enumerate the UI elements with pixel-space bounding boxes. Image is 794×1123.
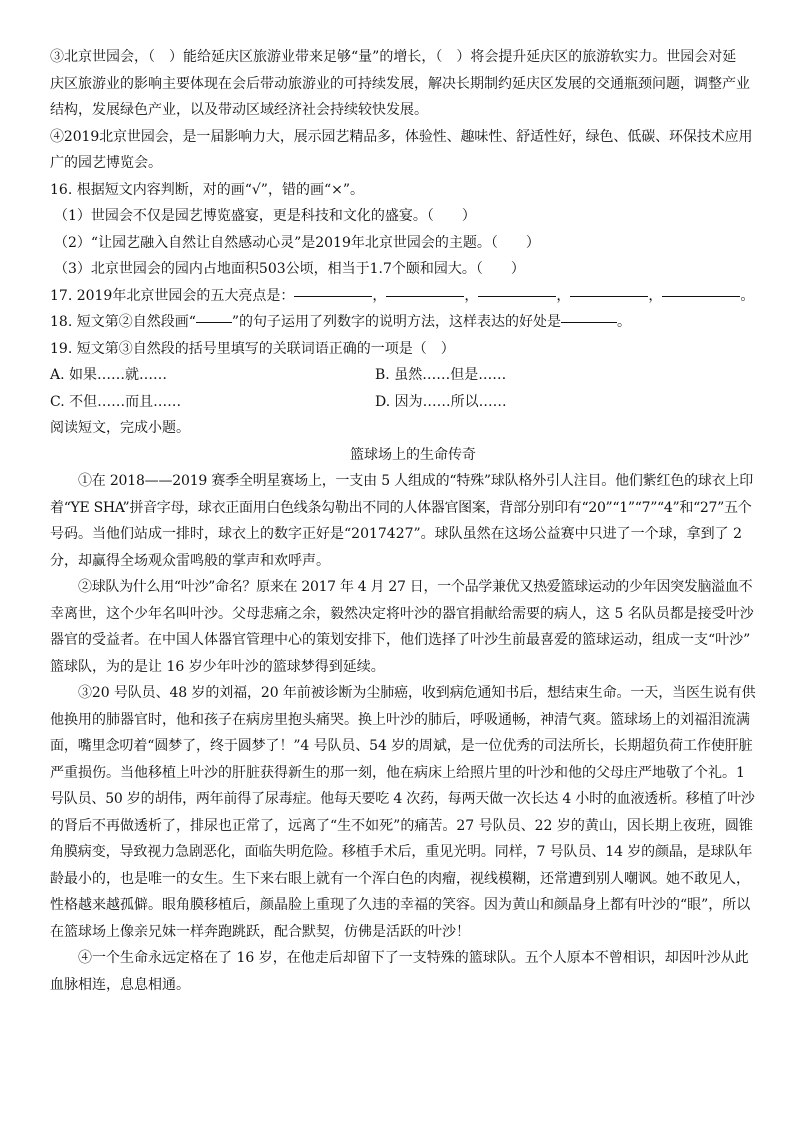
story-paragraph-3-line: 严重损伤。当他移植上叶沙的肝脏获得新生的那一刻，他在病床上给照片里的叶沙和他的父母庄严地敬了个礼。1 [50,764,745,781]
answer-blank[interactable] [294,295,372,297]
question-19-options-row [50,389,756,416]
reading-instruction: 阅读短文，完成小题。 [50,420,190,436]
exam-page [50,44,756,998]
paragraph-4-line: ④2019北京世园会，是一届影响力大，展示园艺精品多，体验性、趣味性、舒适性好，绿色、低碳、环保技术应用 [50,128,753,145]
answer-blank[interactable] [662,295,740,297]
story-paragraph-3-line: ③20 号队员、48 岁的刘福，20 年前被诊断为尘肺癌，收到病危通知书后，想结束生命。一天，当医生说有供 [78,685,756,701]
option-c: C. 不但……而且…… [50,393,182,410]
option-b: B. 虽然……但是…… [375,367,507,383]
story-title: 篮球场上的生命传奇 [350,446,476,463]
answer-blank[interactable] [570,295,648,297]
question-18-part2: ”的句子运用了列数字的说明方法，这样表达的好处是 [231,314,562,330]
option-a: A. 如果……就…… [50,367,168,383]
question-19-stem: 19. 短文第③自然段的括号里填写的关联词语正确的一项是（ ） [50,340,455,357]
answer-blank[interactable] [561,321,617,323]
story-paragraph-4-line: ④一个生命永远定格在了 16 岁，在他走后却留下了一支特殊的篮球队。五个人原本不曾相识，却因叶沙从此 [78,950,749,966]
story-paragraph-2-line: ②球队为什么用“叶沙”命名？原来在 2017 年 4 月 27 日，一个品学兼优又热爱篮球运动的少年因突发脑溢血不 [78,579,753,595]
story-paragraph-3-line: 号队员、50 岁的胡伟，两年前得了尿毒症。他每天要吃 4 次药，每两天做一次长达 4 小时的血液透析。移植了叶沙 [50,791,755,807]
story-paragraph-3-line: 角膜病变，导致视力急剧恶化，面临失明危险。移植手术后，重见光明。同样，7 号队员、14 岁的颜晶，是球队年 [50,844,753,860]
story-paragraph-2-line: 幸离世，这个少年名叫叶沙。父母悲痛之余，毅然决定将叶沙的器官捐献给需要的病人，这 5 名队员都是接受叶沙 [50,605,754,622]
story-paragraph-1-line: 着“YE SHA”拼音字母，球衣正面用白色线条勾勒出不同的人体器官图案，背部分别印有“20”“1”“7”“4”和“27”五个 [50,499,752,516]
question-16-item-3: （3）北京世园会的园内占地面积503公顷，相当于1.7个颐和园大。（ ） [54,261,525,277]
story-paragraph-1-line: 号码。当他们站成一排时，球衣上的数字正好是“2017427”。球队虽然在这场公益赛中只进了一个球，拿到了 2 [50,526,743,542]
story-paragraph-4-line: 血脉相连，息息相通。 [50,976,190,993]
answer-blank[interactable] [386,295,464,297]
option-d: D. 因为……所以…… [375,393,507,410]
paragraph-3-line: ③北京世园会，（ ）能给延庆区旅游业带来足够“量”的增长，（ ）将会提升延庆区的旅游软实力。世园会对延 [50,49,737,65]
question-17: 17. 2019年北京世园会的五大亮点是： ， ， ， ， 。 [50,287,755,304]
story-paragraph-1-line: ①在 2018——2019 赛季全明星赛场上，一支由 5 人组成的“特殊”球队格外引人注目。他们紫红色的球衣上印 [78,473,754,489]
answer-blank[interactable] [478,295,556,297]
paragraph-3-line: 结构，发展绿色产业，以及带动区域经济社会持续较快发展。 [50,102,428,118]
story-paragraph-3-line: 在篮球场上像亲兄妹一样奔跑跳跃，配合默契，仿佛是活跃的叶沙！ [50,923,470,940]
question-16-item-2: （2）“让园艺融入自然让自然感动心灵”是2019年北京世园会的主题。（ ） [54,234,540,251]
story-paragraph-2-line: 篮球队，为的是让 16 岁少年叶沙的篮球梦得到延续。 [50,658,385,675]
story-paragraph-3-line: 面，嘴里念叨着“圆梦了，终于圆梦了！”4 号队员、54 岁的周斌，是一位优秀的司法所长，长期超负荷工作使肝脏 [50,738,753,754]
story-paragraph-3-line: 性格越来越孤僻。眼角膜移植后，颜晶脸上重现了久违的幸福的笑容。因为黄山和颜晶身上都有叶沙的“眼”，所以 [50,897,751,913]
question-17-stem: 17. 2019年北京世园会的五大亮点是： [50,287,295,304]
story-paragraph-1-line: 分，却赢得全场观众雷鸣般的掌声和欢呼声。 [50,552,330,569]
question-16-stem: 16. 根据短文内容判断，对的画“√”，错的画“×”。 [50,181,364,198]
paragraph-3-line: 庆区旅游业的影响主要体现在会后带动旅游业的可持续发展，解决长期制约延庆区发展的交通瓶颈问题，调整产业 [50,75,750,92]
story-paragraph-3-line: 他换用的肺器官时，他和孩子在病房里抱头痛哭。换上叶沙的肺后，呼吸通畅，神清气爽。篮球场上的刘福泪流满 [50,711,750,728]
question-18-part1: 18. 短文第②自然段画“ [50,314,196,330]
question-18: 18. 短文第②自然段画“ ”的句子运用了列数字的说明方法，这样表达的好处是 。 [50,314,632,330]
question-16-item-1: （1）世园会不仅是园艺博览盛宴，更是科技和文化的盛宴。（ ） [54,208,476,224]
story-paragraph-2-line: 器官的受益者。在中国人体器官管理中心的策划安排下，他们选择了叶沙生前最喜爱的篮球运动，组成一支“叶沙” [50,632,751,648]
story-paragraph-3-line: 的肾后不再做透析了，排尿也正常了，远离了“生不如死”的痛苦。27 号队员、22 岁的黄山，因长期上夜班，圆锥 [50,817,753,834]
paragraph-4-line: 广的园艺博览会。 [50,155,162,171]
answer-blank[interactable] [196,321,232,323]
story-paragraph-3-line: 龄最小的，也是唯一的女生。生下来右眼上就有一个浑白色的肉瘤，视线模糊，还常遭到别人嘲讽。她不敢见人， [50,870,750,887]
question-19-options-row [50,362,756,389]
